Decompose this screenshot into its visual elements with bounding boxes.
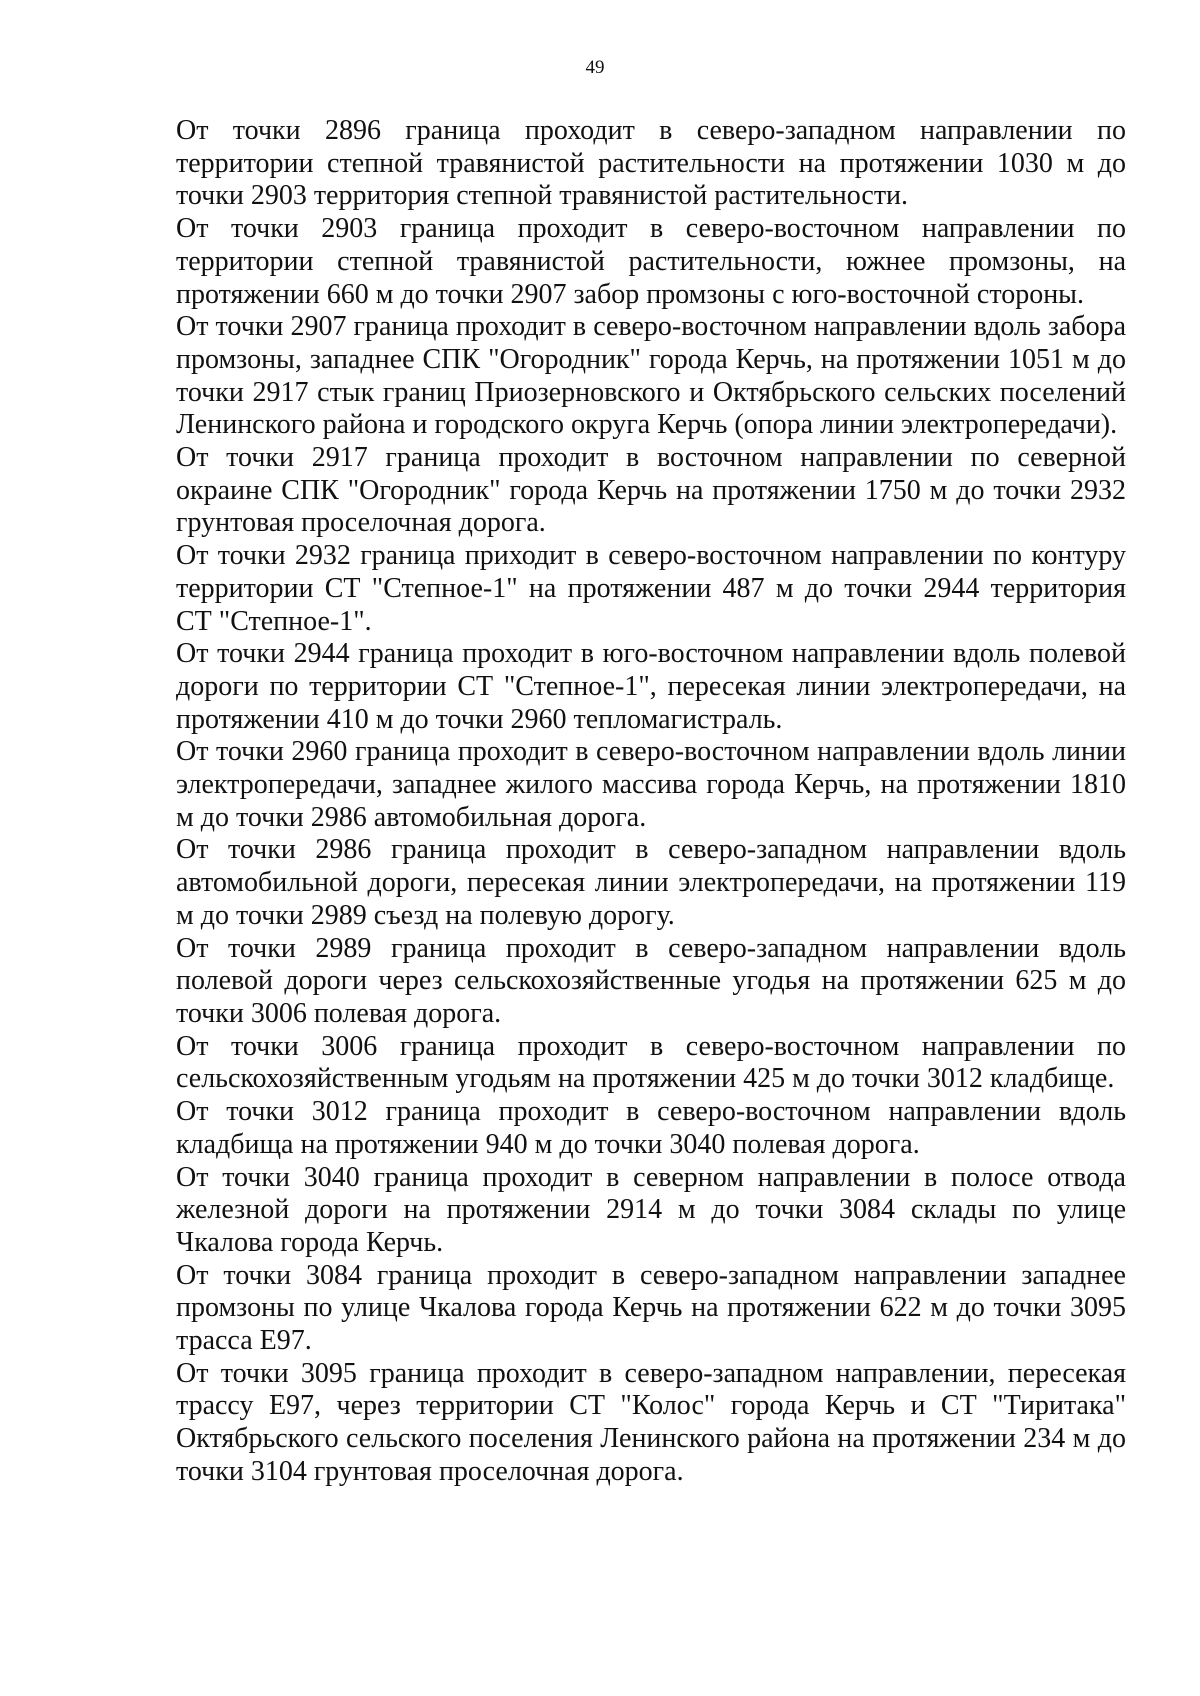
boundary-paragraph: От точки 2896 граница проходит в северо-западном направлении по территории степной травянистой растительности на протяжении 1030 м до точки 2903 территория степной травянистой растительности. <box>176 115 1126 212</box>
boundary-paragraph: От точки 3040 граница проходит в северном направлении в полосе отвода железной дороги на протяжении 2914 м до точки 3084 склады по улице Чкалова города Керчь. <box>176 1161 1126 1258</box>
boundary-paragraph: От точки 3006 граница проходит в северо-восточном направлении по сельскохозяйственным угодьям на протяжении 425 м до точки 3012 кладбище. <box>176 1030 1126 1095</box>
boundary-paragraph: От точки 2932 граница приходит в северо-восточном направлении по контуру территории СТ "Степное-1" на протяжении 487 м до точки 2944 территория СТ "Степное-1". <box>176 540 1126 637</box>
boundary-paragraph: От точки 2903 граница проходит в северо-восточном направлении по территории степной травянистой растительности, южнее промзоны, на протяжении 660 м до точки 2907 забор промзоны с юго-восточной стороны. <box>176 213 1126 310</box>
document-body <box>176 115 1126 1489</box>
boundary-paragraph: От точки 2960 граница проходит в северо-восточном направлении вдоль линии электропередачи, западнее жилого массива города Керчь, на протяжении 1810 м до точки 2986 автомобильная дорога. <box>176 736 1126 833</box>
boundary-paragraph: От точки 2917 граница проходит в восточном направлении по северной окраине СПК "Огородник" города Керчь на протяжении 1750 м до точки 2932 грунтовая проселочная дорога. <box>176 442 1126 539</box>
boundary-paragraph: От точки 3012 граница проходит в северо-восточном направлении вдоль кладбища на протяжении 940 м до точки 3040 полевая дорога. <box>176 1096 1126 1160</box>
boundary-paragraph: От точки 2986 граница проходит в северо-западном направлении вдоль автомобильной дороги, пересекая линии электропередачи, на протяжении 119 м до точки 2989 съезд на полевую дорогу. <box>176 834 1126 931</box>
boundary-paragraph: От точки 2944 граница проходит в юго-восточном направлении вдоль полевой дороги по территории СТ "Степное-1", пересекая линии электропередачи, на протяжении 410 м до точки 2960 тепломагистраль. <box>176 638 1126 735</box>
page-number: 49 <box>585 57 605 78</box>
boundary-paragraph: От точки 3084 граница проходит в северо-западном направлении западнее промзоны по улице Чкалова города Керчь на протяжении 622 м до точки 3095 трасса Е97. <box>176 1259 1126 1357</box>
boundary-paragraph: От точки 2989 граница проходит в северо-западном направлении вдоль полевой дороги через сельскохозяйственные угодья на протяжении 625 м до точки 3006 полевая дорога. <box>176 932 1126 1029</box>
boundary-paragraph: От точки 3095 граница проходит в северо-западном направлении, пересекая трассу Е97, через территории СТ "Колос" города Керчь и СТ "Тиритака" Октябрьского сельского поселения Ленинского района на протяжении 234 м до точки 3104 грунтовая проселочная дорога. <box>176 1357 1126 1487</box>
boundary-paragraph: От точки 2907 граница проходит в северо-восточном направлении вдоль забора промзоны, западнее СПК "Огородник" города Керчь, на протяжении 1051 м до точки 2917 стык границ Приозерновского и Октябрьского сельских поселений Ленинского района и городского округа Керчь (опора линии электропередачи). <box>176 311 1126 441</box>
